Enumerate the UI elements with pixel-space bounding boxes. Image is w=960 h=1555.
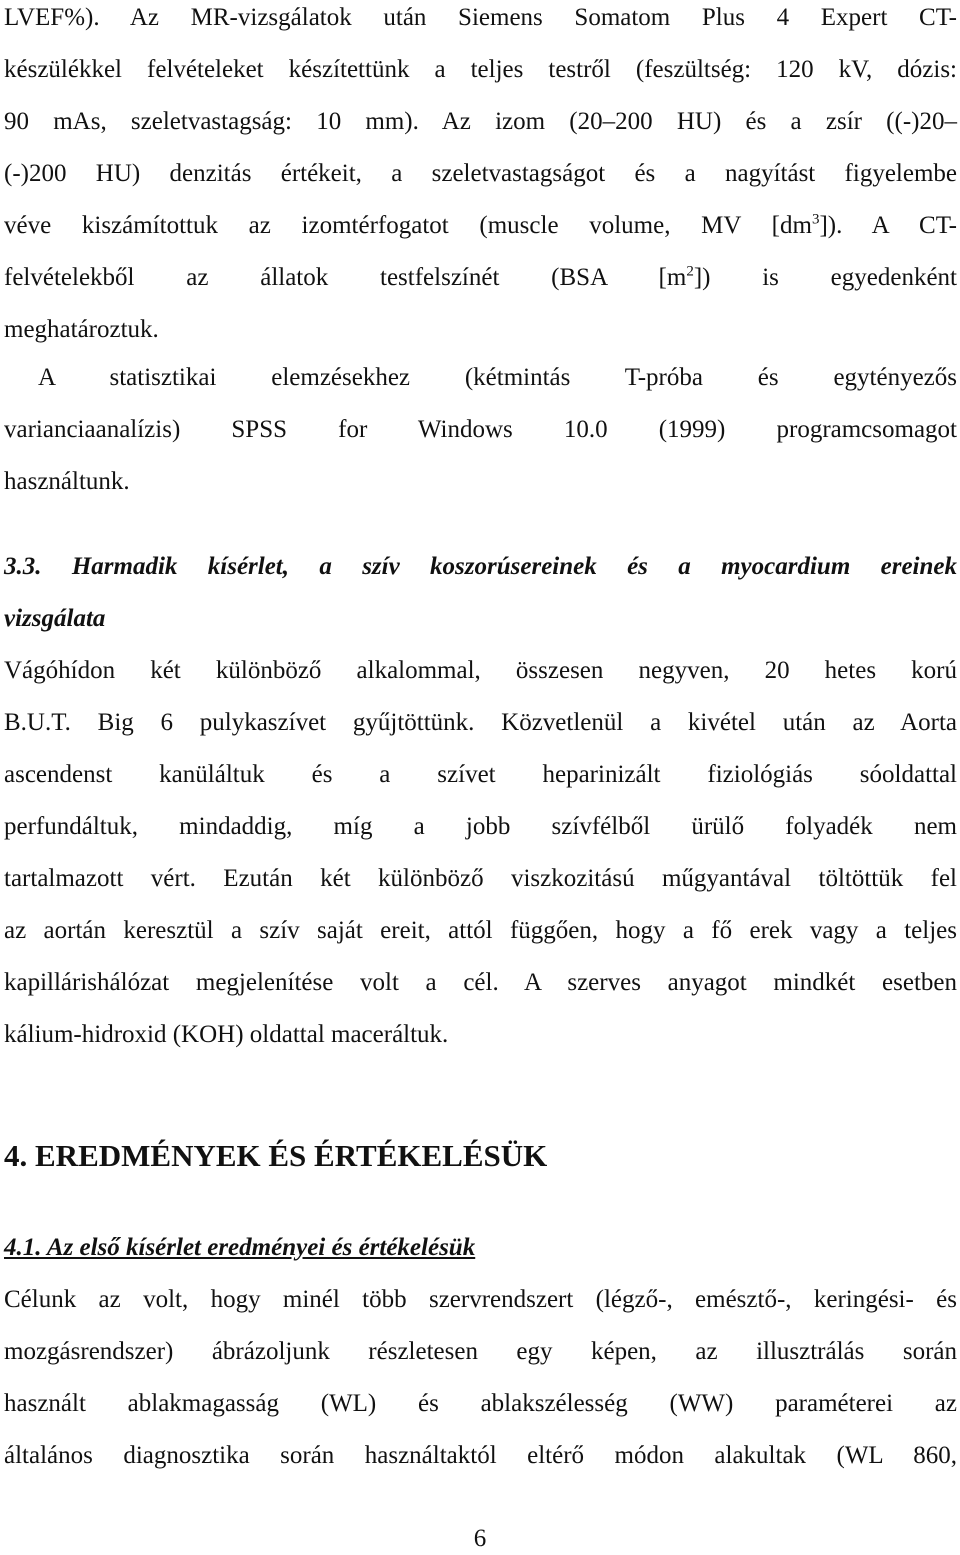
subsection-title: 4.1. Az első kísérlet eredményei és értékelésük [4,1234,476,1261]
chapter-title: 4. EREDMÉNYEK ÉS ÉRTÉKELÉSÜK [4,1138,548,1173]
text-line: használt ablakmagasság (WL) és ablakszélesség (WW) paraméterei az [4,1390,957,1417]
text-segment: ]). A CT- [819,212,957,239]
text-line: meghatároztuk. [4,316,159,343]
text-line: általános diagnosztika során használtaktól eltérő módon alakultak (WL 860, [4,1442,957,1469]
text-line: kapillárishálózat megjelenítése volt a cél. A szerves anyagot mindkét esetben [4,969,957,996]
text-line-bsa [4,252,957,304]
section-3-3 [4,541,957,1061]
text-line: B.U.T. Big 6 pulykaszívet gyűjtöttünk. Közvetlenül a kivétel után az Aorta [4,709,957,736]
superscript: 2 [686,263,694,280]
text-line: varianciaanalízis) SPSS for Windows 10.0 (1999) programcsomagot [4,416,957,443]
text-line: az aortán keresztül a szív saját ereit, attól függően, hogy a fő erek vagy a teljes [4,917,957,944]
text-line: mozgásrendszer) ábrázoljunk részletesen egy képen, az illusztrálás során [4,1338,957,1365]
text-line: ascendenst kanüláltuk és a szívet heparinizált fiziológiás sóoldattal [4,761,957,788]
superscript: 3 [811,211,820,228]
text-line-muscle-volume [4,200,957,252]
page-number: 6 [473,1525,487,1552]
text-line: 90 mAs, szeletvastagság: 10 mm). Az izom (20–200 HU) és a zsír ((-)20– [4,108,957,135]
text-segment: véve kiszámítottuk az izomtérfogatot (muscle volume, MV [dm [4,212,812,239]
text-segment: ]) is egyedenként [693,264,958,291]
text-line: A statisztikai elemzésekhez (kétmintás T-próba és egytényezős [38,364,957,391]
text-line: tartalmazott vért. Ezután két különböző viszkozitású műgyantával töltöttük fel [4,865,957,892]
text-line: LVEF%). Az MR-vizsgálatok után Siemens Somatom Plus 4 Expert CT- [4,4,957,31]
text-line: perfundáltuk, mindaddig, míg a jobb szívfélből ürülő folyadék nem [4,813,957,840]
text-line: kálium-hidroxid (KOH) oldattal maceráltuk. [4,1021,449,1048]
text-line: Vágóhídon két különböző alkalommal, összesen negyven, 20 hetes korú [4,657,957,684]
text-segment: felvételekből az állatok testfelszínét (BSA [m [4,264,687,291]
paragraph-ct-methods [4,0,957,356]
section-heading-continued: vizsgálata [4,605,106,632]
text-line: használtunk. [4,468,130,495]
section-4-1-body [4,1274,957,1482]
text-line: Célunk az volt, hogy minél több szervrendszert (légző-, emésztő-, keringési- és [4,1286,957,1313]
text-line: (-)200 HU) denzitás értékeit, a szeletvastagságot és a nagyítást figyelembe [4,160,957,187]
section-heading: 3.3. Harmadik kísérlet, a szív koszorúsereinek és a myocardium ereinek [4,553,957,580]
paragraph-statistics [4,352,957,508]
text-line: készülékkel felvételeket készítettünk a teljes testről (feszültség: 120 kV, dózis: [4,56,957,83]
